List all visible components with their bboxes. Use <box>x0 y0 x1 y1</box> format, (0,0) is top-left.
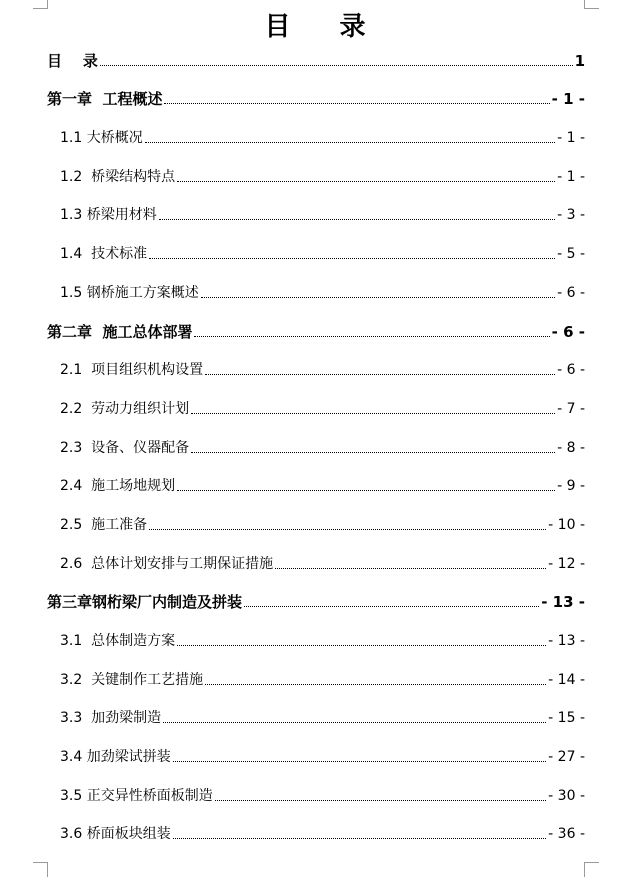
crop-mark-top-left <box>33 0 48 9</box>
toc-entry-label: 2.2 劳动力组织计划 <box>60 400 190 417</box>
toc-entry-label: 3.4 加劲梁试拼装 <box>60 749 171 766</box>
toc-dot-leader <box>191 412 555 414</box>
toc-entry-label: 1.5 钢桥施工方案概述 <box>60 284 199 301</box>
toc-entry-page-number: - 13 - <box>541 593 585 612</box>
toc-section-entry[interactable] <box>0 234 630 273</box>
toc-entry-label: 2.1 项目组织机构设置 <box>60 362 204 379</box>
toc-entry-label: 1.3 桥梁用材料 <box>60 207 157 224</box>
toc-section-entry[interactable] <box>0 505 630 544</box>
toc-entry-page-number: - 15 - <box>548 710 585 727</box>
toc-section-entry[interactable] <box>0 389 630 428</box>
toc-entry-label: 1.4 技术标准 <box>60 246 148 263</box>
toc-dot-leader <box>275 567 546 569</box>
toc-dot-leader <box>100 64 573 66</box>
toc-entry-page-number: - 3 - <box>557 207 585 224</box>
toc-entry-label: 3.5 正交异性桥面板制造 <box>60 787 213 804</box>
toc-entry-label: 第一章 工程概述 <box>47 90 163 109</box>
toc-entry-page-number: - 30 - <box>548 787 585 804</box>
toc-section-entry[interactable] <box>0 544 630 583</box>
toc-dot-leader <box>191 451 555 453</box>
toc-dot-leader <box>159 218 555 220</box>
toc-entry-label: 目 录 <box>47 51 98 70</box>
toc-section-entry[interactable] <box>0 467 630 506</box>
toc-chapter-entry[interactable] <box>0 41 630 80</box>
toc-entry-page-number: - 27 - <box>548 749 585 766</box>
toc-section-entry[interactable] <box>0 699 630 738</box>
toc-section-entry[interactable] <box>0 118 630 157</box>
toc-section-entry[interactable] <box>0 428 630 467</box>
toc-entry-label: 3.2 关键制作工艺措施 <box>60 671 204 688</box>
toc-title: 目 录 <box>264 12 386 42</box>
toc-dot-leader <box>201 296 555 298</box>
toc-dot-leader <box>244 605 539 607</box>
toc-dot-leader <box>205 683 546 685</box>
toc-entry-page-number: - 1 - <box>557 130 585 147</box>
toc-section-entry[interactable] <box>0 737 630 776</box>
toc-dot-leader <box>205 373 555 375</box>
toc-entry-label: 2.3 设备、仪器配备 <box>60 439 190 456</box>
toc-dot-leader <box>173 760 546 762</box>
toc-entry-page-number: - 6 - <box>557 284 585 301</box>
toc-dot-leader <box>164 102 549 104</box>
table-of-contents <box>0 41 630 853</box>
toc-entry-page-number: - 12 - <box>548 555 585 572</box>
toc-dot-leader <box>149 257 555 259</box>
toc-entry-label: 3.6 桥面板块组装 <box>60 826 171 843</box>
toc-dot-leader <box>173 837 546 839</box>
toc-section-entry[interactable] <box>0 351 630 390</box>
toc-entry-label: 1.1 大桥概况 <box>60 130 143 147</box>
toc-entry-page-number: - 36 - <box>548 826 585 843</box>
toc-entry-page-number: - 10 - <box>548 516 585 533</box>
toc-entry-page-number: 1 <box>574 51 585 70</box>
toc-section-entry[interactable] <box>0 621 630 660</box>
toc-entry-page-number: - 9 - <box>557 478 585 495</box>
toc-section-entry[interactable] <box>0 273 630 312</box>
toc-section-entry[interactable] <box>0 157 630 196</box>
toc-dot-leader <box>194 335 549 337</box>
toc-dot-leader <box>215 799 546 801</box>
toc-entry-label: 2.4 施工场地规划 <box>60 478 176 495</box>
crop-mark-bottom-left <box>33 862 48 877</box>
toc-chapter-entry[interactable] <box>0 312 630 351</box>
toc-dot-leader <box>177 644 546 646</box>
toc-entry-label: 3.1 总体制造方案 <box>60 633 176 649</box>
toc-section-entry[interactable] <box>0 196 630 235</box>
toc-entry-page-number: - 6 - <box>557 362 585 379</box>
crop-mark-top-right <box>584 0 599 9</box>
toc-entry-page-number: - 7 - <box>557 400 585 417</box>
toc-chapter-entry[interactable] <box>0 80 630 119</box>
toc-entry-page-number: - 8 - <box>557 439 585 456</box>
toc-entry-label: 2.6 总体计划安排与工期保证措施 <box>60 555 274 572</box>
toc-entry-label: 第三章钢桁梁厂内制造及拼装 <box>47 593 243 612</box>
toc-entry-label: 3.3 加劲梁制造 <box>60 710 162 727</box>
toc-entry-page-number: - 5 - <box>557 246 585 263</box>
toc-dot-leader <box>163 721 546 723</box>
toc-entry-page-number: - 13 - <box>548 633 585 649</box>
toc-entry-page-number: - 6 - <box>551 322 585 341</box>
toc-entry-page-number: - 1 - <box>551 90 585 109</box>
toc-entry-label: 第二章 施工总体部署 <box>47 322 193 341</box>
toc-section-entry[interactable] <box>0 815 630 854</box>
toc-entry-label: 2.5 施工准备 <box>60 516 148 533</box>
toc-dot-leader <box>177 489 555 491</box>
crop-mark-bottom-right <box>584 862 599 877</box>
toc-chapter-entry[interactable] <box>0 583 630 622</box>
toc-section-entry[interactable] <box>0 776 630 815</box>
toc-entry-page-number: - 1 - <box>557 168 585 185</box>
toc-section-entry[interactable] <box>0 660 630 699</box>
toc-dot-leader <box>177 180 555 182</box>
toc-dot-leader <box>145 141 555 143</box>
toc-entry-page-number: - 14 - <box>548 671 585 688</box>
toc-entry-label: 1.2 桥梁结构特点 <box>60 168 176 185</box>
toc-dot-leader <box>149 528 546 530</box>
